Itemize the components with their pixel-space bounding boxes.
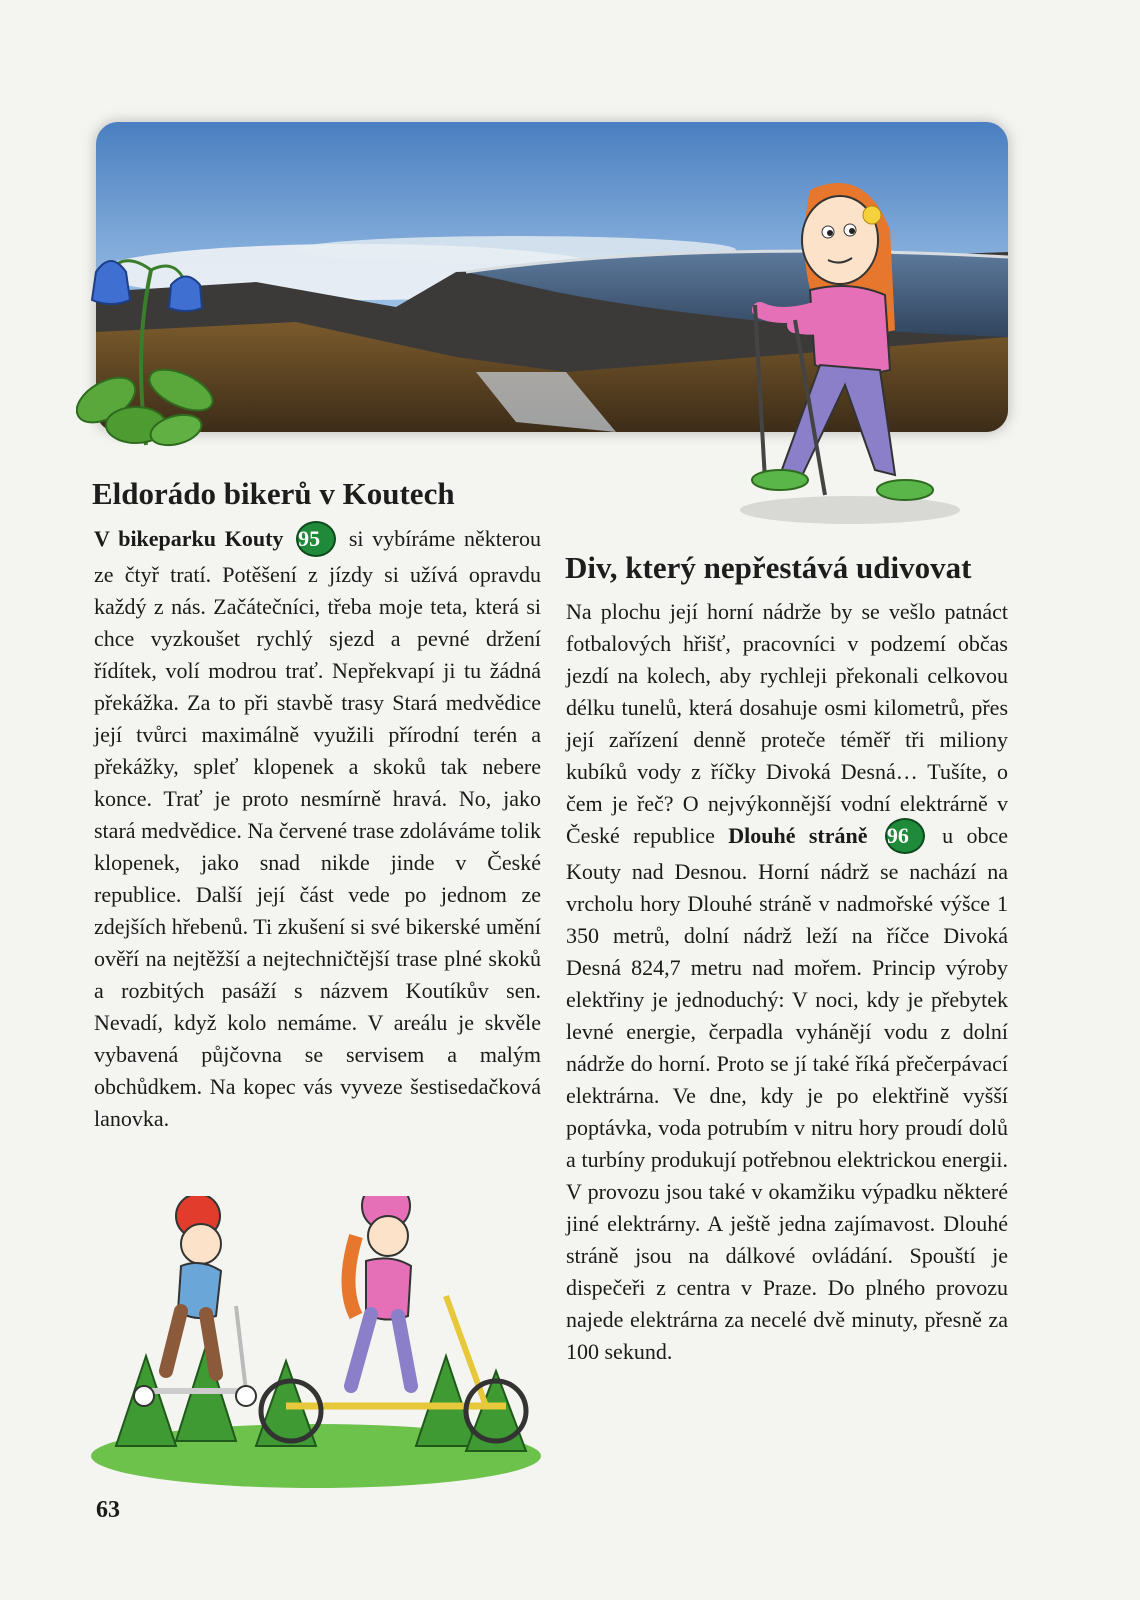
power-plant-text-intro: Na plochu její horní nádrže by se vešlo patnáct fotbalových hřišť, pracovníci v podzemí občas jezdí na kolech, aby rychleji překonali celkovou délku tunelů, která dosahuje osmi kilometrů, přes její zařízení denně proteče téměř tři miliony kubíků vody z říčky Divoká Desná… Tušíte, o čem je řeč? O nejvýkonnější vodní elektrárně v České republice [566, 599, 1008, 849]
nordic-walking-girl-illustration [700, 170, 970, 530]
kids-on-scooters-illustration [86, 1196, 546, 1492]
power-plant-text-main: u obce Kouty nad Desnou. Horní nádrž se nachází na vrcholu hory Dlouhé stráně v nadmořské výšce 1 350 metrů, dolní nádrž leží na říčce Divoká Desná 824,7 metru nad mořem. Princip výroby elektřiny je jednoduchý: V noci, kdy je přebytek levné energie, čerpadla vyhánějí vodu z dolní nádrže do horní. Proto se jí také říká přečerpávací elektrárna. Ve dne, kdy je po elektřině vyšší poptávka, voda potrubím v nitru hory proudí dolů a turbíny produkují potřebnou elektrickou energii. V provozu jsou také v okamžiku výpadku některé jiné elektrárny. A ještě jedna zajímavost. Dlouhé stráně jsou na dálkové ovládání. Spouští je dispečeři z centra v Praze. Do plného provozu najede elektrárna za necelé dvě minuty, přesně za 100 sekund. [566, 823, 1008, 1364]
bikepark-article [94, 523, 541, 1135]
section-heading-power-plant: Div, který nepřestává udivovat [565, 550, 972, 585]
page-number: 63 [96, 1497, 120, 1523]
power-plant-name: Dlouhé stráně [728, 823, 868, 849]
bluebell-illustration [76, 250, 216, 450]
location-badge-95: 95 [296, 521, 336, 557]
section-heading-bikepark: Eldorádo bikerů v Koutech [92, 476, 455, 511]
bikepark-name: V bikeparku Kouty [94, 526, 284, 552]
location-badge-96: 96 [885, 818, 925, 854]
power-plant-article [566, 596, 1008, 1368]
bikepark-text: si vybíráme některou ze čtyř tratí. Potěšení z jízdy si užívá opravdu každý z nás. Začátečníci, třeba moje teta, která si chce vyzkoušet rychlý sjezd a pevné držení řídítek, volí modrou trať. Nepřekvapí ji tu žádná překážka. Za to při stavbě trasy Stará medvědice její tvůrci maximálně využili přírodní terén a překážky, spleť klopenek a skoků tak nebere konce. Trať je proto nesmírně hravá. No, jako stará medvědice. Na červené trase zdoláváme tolik klopenek, jako snad nikde jinde v České republice. Další její část vede po jednom ze zdejších hřebenů. Ti zkušení si své bikerské umění ověří na nejtěžší a nejtechničtější trase plné skoků a rozbitých pasáží s názvem Koutíkův sen. Nevadí, když kolo nemáme. V areálu je skvěle vybavená půjčovna se servisem a malým obchůdkem. Na kopec vás vyveze šestisedačková lanovka. [94, 526, 542, 1131]
